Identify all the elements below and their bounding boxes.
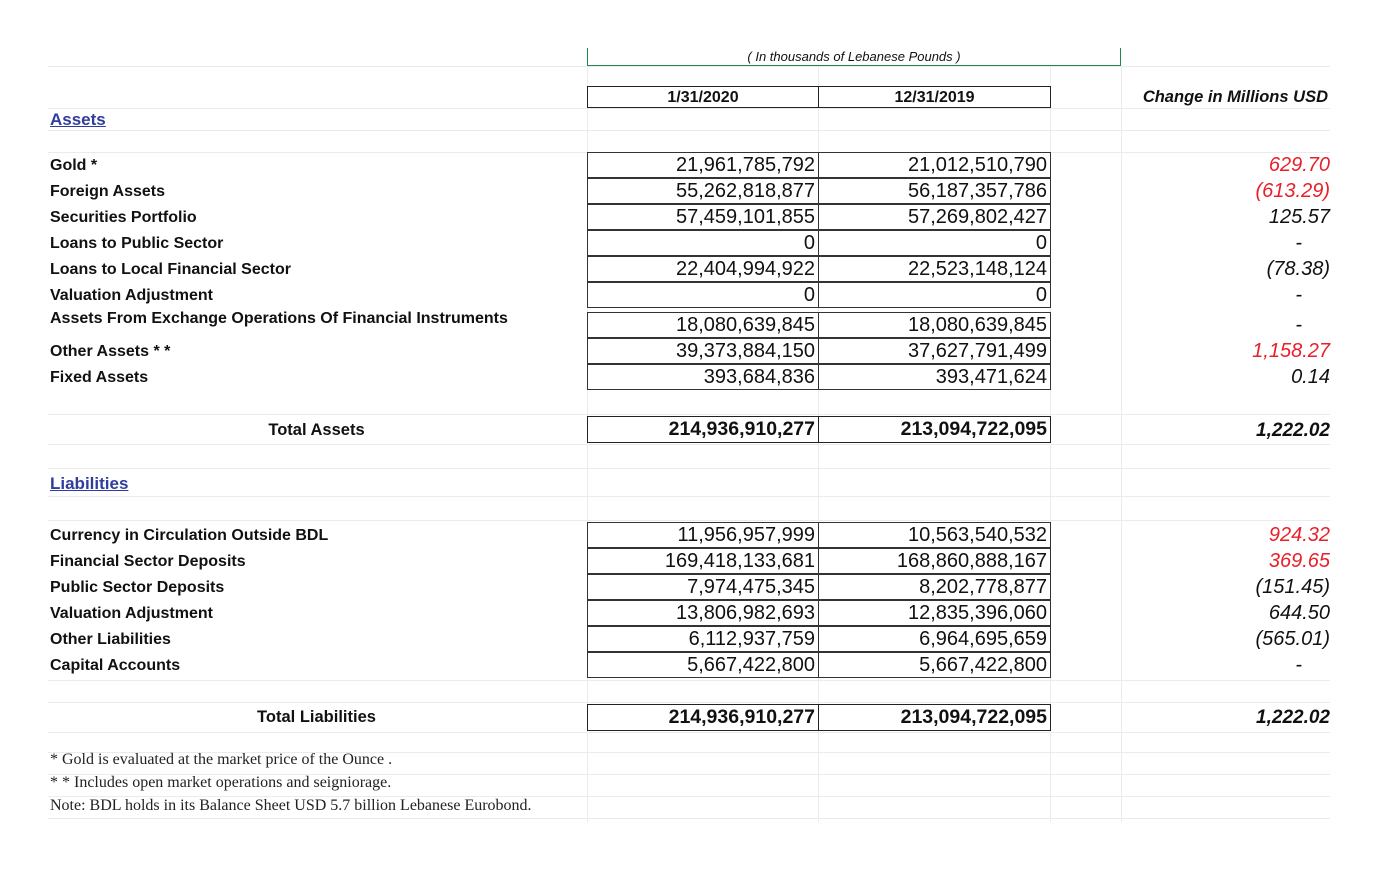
gridline: [48, 108, 1330, 109]
gridline: [48, 66, 1330, 67]
liability-value-2019: 6,964,695,659: [818, 626, 1051, 652]
asset-change-value: 629.70: [1268, 154, 1330, 176]
liability-row-label: Other Liabilities: [50, 631, 171, 648]
liability-value-2019: 12,835,396,060: [818, 600, 1051, 626]
total-assets-value-2020: 214,936,910,277: [587, 416, 819, 443]
liability-change-value: 369.65: [1268, 550, 1330, 572]
asset-row-label: Gold *: [50, 157, 98, 174]
assets-section-title: Assets: [50, 110, 106, 129]
footnote-other-assets: * * Includes open market operations and seigniorage.: [50, 774, 392, 791]
total-assets-change: 1,222.02: [1256, 420, 1330, 441]
gridline: [48, 680, 1330, 681]
total-assets-label: Total Assets: [268, 421, 365, 439]
liability-value-2020: 5,667,422,800: [587, 652, 819, 678]
asset-value-2019: 57,269,802,427: [818, 204, 1051, 230]
gridline: [48, 468, 1330, 469]
gridline: [48, 732, 1330, 733]
column-header-dec-2019: 12/31/2019: [818, 86, 1051, 108]
gridline: [48, 496, 1330, 497]
total-liabilities-value-2019: 213,094,722,095: [818, 704, 1051, 731]
asset-value-2019: 56,187,357,786: [818, 178, 1051, 204]
liability-change-value: -: [1295, 654, 1302, 676]
total-liabilities-value-2020: 214,936,910,277: [587, 704, 819, 731]
total-liabilities-change: 1,222.02: [1256, 707, 1330, 728]
liability-value-2020: 169,418,133,681: [587, 548, 819, 574]
gridline: [48, 414, 1330, 415]
asset-row-label: Securities Portfolio: [50, 209, 197, 226]
liability-change-value: 644.50: [1268, 602, 1330, 624]
liability-change-value: (151.45): [1255, 576, 1330, 598]
asset-value-2019: 22,523,148,124: [818, 256, 1051, 282]
liability-row-label: Public Sector Deposits: [50, 579, 225, 596]
asset-row-label: Fixed Assets: [50, 369, 149, 386]
asset-value-2020: 21,961,785,792: [587, 152, 819, 178]
asset-value-2019: 21,012,510,790: [818, 152, 1051, 178]
asset-value-2020: 0: [587, 282, 819, 308]
asset-change-value: 125.57: [1268, 206, 1330, 228]
total-liabilities-label: Total Liabilities: [257, 708, 376, 726]
asset-change-value: (78.38): [1266, 258, 1330, 280]
asset-value-2020: 0: [587, 230, 819, 256]
asset-value-2019: 37,627,791,499: [818, 338, 1051, 364]
asset-value-2020: 18,080,639,845: [587, 312, 819, 338]
asset-row-label: Loans to Public Sector: [50, 235, 224, 252]
footnote-gold: * Gold is evaluated at the market price of the Ounce .: [50, 751, 393, 768]
asset-value-2020: 393,684,836: [587, 364, 819, 390]
liability-row-label: Currency in Circulation Outside BDL: [50, 527, 329, 544]
asset-value-2020: 39,373,884,150: [587, 338, 819, 364]
gridline-vertical: [1121, 66, 1122, 822]
asset-value-2020: 57,459,101,855: [587, 204, 819, 230]
liability-row-label: Valuation Adjustment: [50, 605, 213, 622]
footnote-eurobond: Note: BDL holds in its Balance Sheet USD 5.7 billion Lebanese Eurobond.: [50, 797, 532, 814]
liabilities-section-title: Liabilities: [50, 474, 129, 493]
asset-value-2019: 18,080,639,845: [818, 312, 1051, 338]
asset-row-label: Assets From Exchange Operations Of Financial Instruments: [50, 310, 508, 327]
liability-value-2020: 13,806,982,693: [587, 600, 819, 626]
asset-value-2020: 55,262,818,877: [587, 178, 819, 204]
asset-row-label: Valuation Adjustment: [50, 287, 213, 304]
gridline: [48, 520, 1330, 521]
asset-row-label: Foreign Assets: [50, 183, 165, 200]
liability-value-2020: 6,112,937,759: [587, 626, 819, 652]
liability-value-2019: 168,860,888,167: [818, 548, 1051, 574]
asset-change-value: (613.29): [1255, 180, 1330, 202]
asset-row-label: Loans to Local Financial Sector: [50, 261, 291, 278]
liability-change-value: (565.01): [1255, 628, 1330, 650]
liability-value-2020: 7,974,475,345: [587, 574, 819, 600]
asset-change-value: 1,158.27: [1252, 340, 1330, 362]
asset-change-value: -: [1295, 232, 1302, 254]
liability-row-label: Financial Sector Deposits: [50, 553, 246, 570]
liability-value-2019: 5,667,422,800: [818, 652, 1051, 678]
units-caption: ( In thousands of Lebanese Pounds ): [587, 48, 1121, 66]
asset-value-2019: 393,471,624: [818, 364, 1051, 390]
asset-change-value: -: [1295, 314, 1302, 336]
total-assets-value-2019: 213,094,722,095: [818, 416, 1051, 443]
gridline: [48, 702, 1330, 703]
liability-value-2019: 10,563,540,532: [818, 522, 1051, 548]
liability-row-label: Capital Accounts: [50, 657, 181, 674]
column-header-jan-2020: 1/31/2020: [587, 86, 819, 108]
asset-value-2020: 22,404,994,922: [587, 256, 819, 282]
column-header-change: Change in Millions USD: [1142, 88, 1328, 106]
asset-change-value: 0.14: [1291, 366, 1330, 388]
gridline: [48, 818, 1330, 819]
liability-value-2019: 8,202,778,877: [818, 574, 1051, 600]
asset-row-label: Other Assets * *: [50, 343, 171, 360]
gridline: [48, 444, 1330, 445]
asset-value-2019: 0: [818, 230, 1051, 256]
gridline: [48, 130, 1330, 131]
liability-value-2020: 11,956,957,999: [587, 522, 819, 548]
asset-change-value: -: [1295, 284, 1302, 306]
liability-change-value: 924.32: [1268, 524, 1330, 546]
asset-value-2019: 0: [818, 282, 1051, 308]
